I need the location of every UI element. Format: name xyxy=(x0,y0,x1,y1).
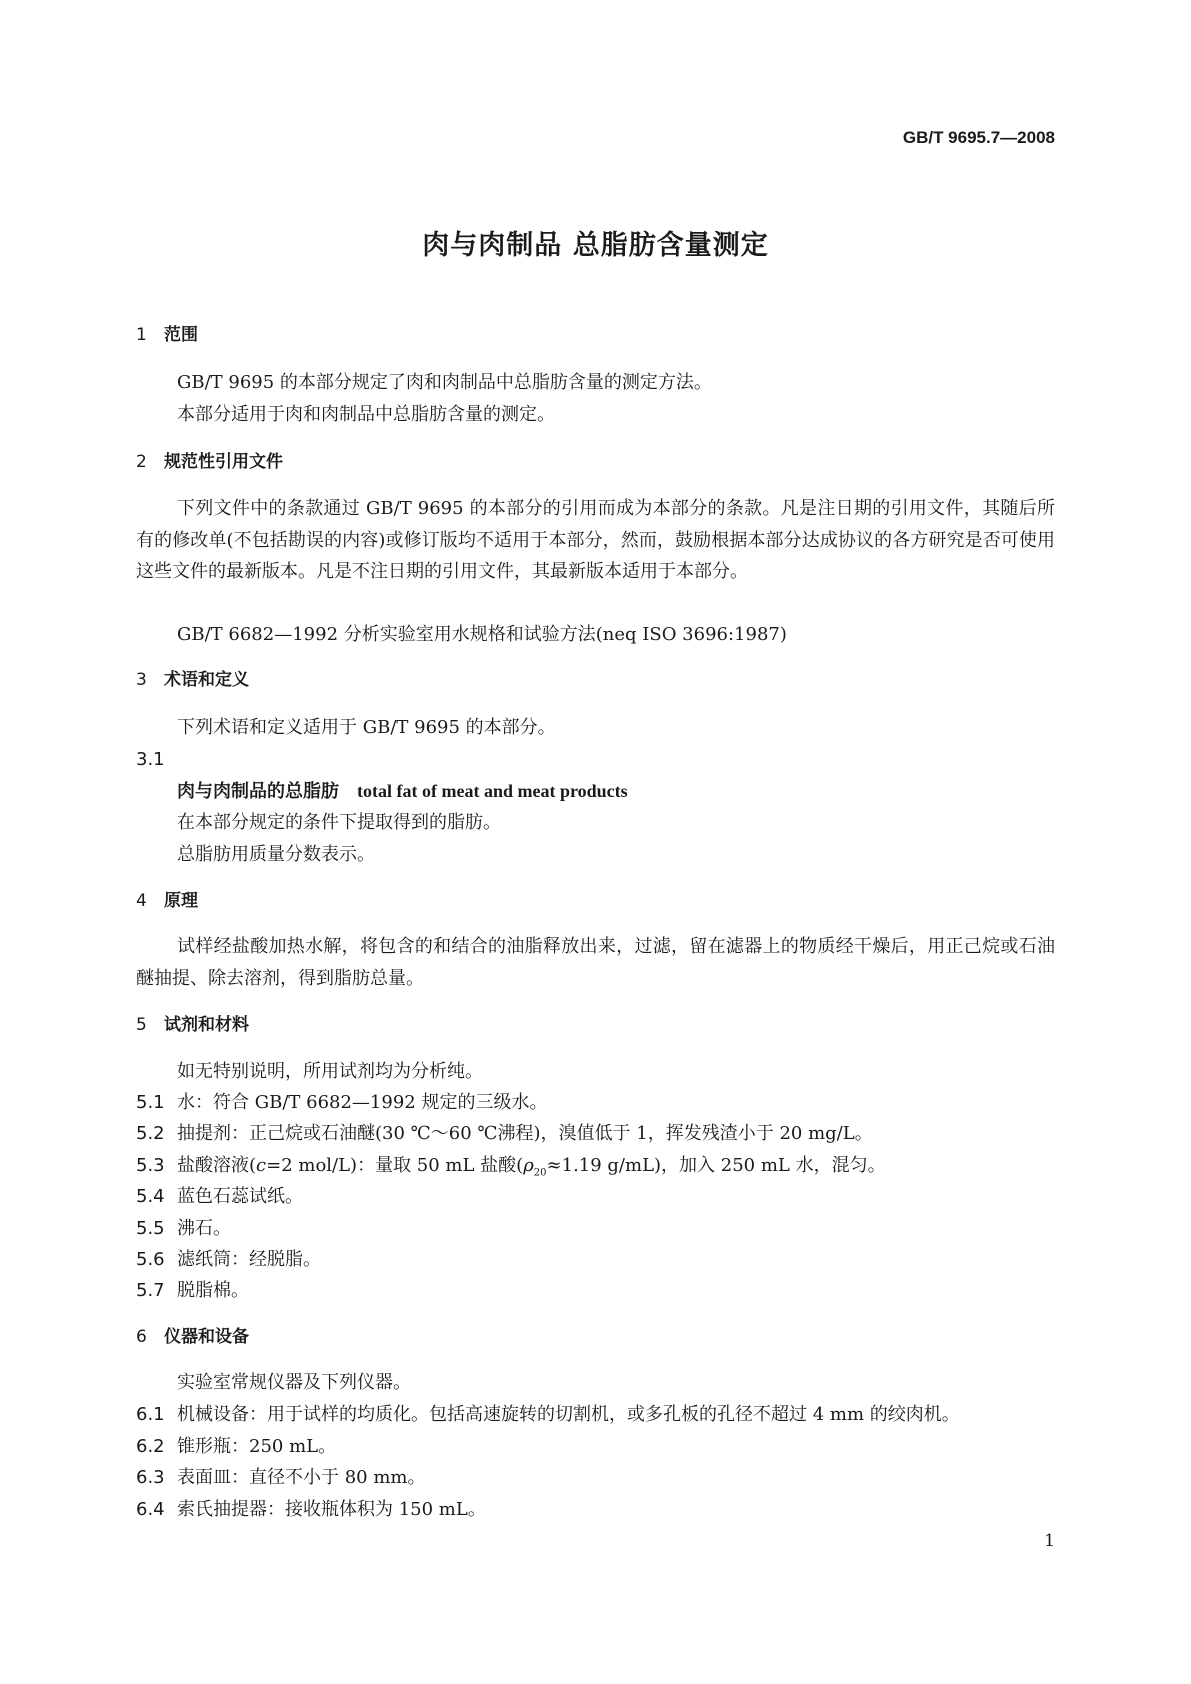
standard-code: GB/T 9695.7—2008 xyxy=(902,128,1055,147)
section-heading: 6 仪器和设备 xyxy=(136,1327,249,1347)
body-paragraph: 下列文件中的条款通过 GB/T 9695 的本部分的引用而成为本部分的条款。凡是注日期的引用文件，其随后所有的修改单(不包括勘误的内容)或修订版均不适用于本部分，然而，鼓励根据本部分达成协议的各方研究是否可使用这些文件的最新版本。凡是不注日期的引用文件，其最新版本适用于本部分。 xyxy=(136,498,1055,582)
section-heading: 5 试剂和材料 xyxy=(136,1015,249,1035)
body-text: GB/T 9695 的本部分规定了肉和肉制品中总脂肪含量的测定方法。 xyxy=(177,372,712,393)
list-item: 6.4 索氏抽提器：接收瓶体积为 150 mL。 xyxy=(136,1499,486,1520)
list-item: 5.4 蓝色石蕊试纸。 xyxy=(136,1186,303,1207)
body-text: 下列术语和定义适用于 GB/T 9695 的本部分。 xyxy=(177,717,556,738)
list-item: 6.3 表面皿：直径不小于 80 mm。 xyxy=(136,1467,426,1488)
list-item: 5.5 沸石。 xyxy=(136,1218,231,1239)
section-heading: 2 规范性引用文件 xyxy=(136,452,283,472)
body-paragraph: 试样经盐酸加热水解，将包含的和结合的油脂释放出来，过滤，留在滤器上的物质经干燥后，用正己烷或石油醚抽提、除去溶剂，得到脂肪总量。 xyxy=(136,936,1055,989)
body-text: 如无特别说明，所用试剂均为分析纯。 xyxy=(177,1061,483,1082)
definition-text: 在本部分规定的条件下提取得到的脂肪。 xyxy=(177,812,501,833)
section-heading: 3 术语和定义 xyxy=(136,670,249,690)
normative-reference: GB/T 6682—1992 分析实验室用水规格和试验方法(neq ISO 3696:1987) xyxy=(177,624,787,645)
definition-text: 总脂肪用质量分数表示。 xyxy=(177,844,375,865)
section-heading: 4 原理 xyxy=(136,891,198,911)
body-text: 实验室常规仪器及下列仪器。 xyxy=(177,1372,411,1393)
page-title: 肉与肉制品 总脂肪含量测定 xyxy=(422,230,769,261)
list-item: 5.3 盐酸溶液(c=2 mol/L)：量取 50 mL 盐酸($\rho_{20}\approx 1.19$ g/mL)，加入 250 mL 水，混匀。 xyxy=(136,1155,886,1179)
body-text: 本部分适用于肉和肉制品中总脂肪含量的测定。 xyxy=(177,404,555,425)
page-number: 1 xyxy=(1044,1531,1055,1551)
list-item: 6.2 锥形瓶：250 mL。 xyxy=(136,1436,337,1457)
list-item: 5.6 滤纸筒：经脱脂。 xyxy=(136,1249,321,1270)
list-item: 5.1 水：符合 GB/T 6682—1992 规定的三级水。 xyxy=(136,1092,548,1113)
list-item: 5.7 脱脂棉。 xyxy=(136,1280,249,1301)
term-entry: 肉与肉制品的总脂肪 total fat of meat and meat products xyxy=(177,781,628,802)
subclause-number: 3.1 xyxy=(136,749,165,770)
list-item: 5.2 抽提剂：正己烷或石油醚(30 ℃～60 ℃沸程)，溴值低于 1，挥发残渣小于 20 mg/L。 xyxy=(136,1123,873,1144)
list-item: 6.1 机械设备：用于试样的均质化。包括高速旋转的切割机，或多孔板的孔径不超过 4 mm 的绞肉机。 xyxy=(136,1404,960,1425)
section-heading: 1 范围 xyxy=(136,325,198,345)
